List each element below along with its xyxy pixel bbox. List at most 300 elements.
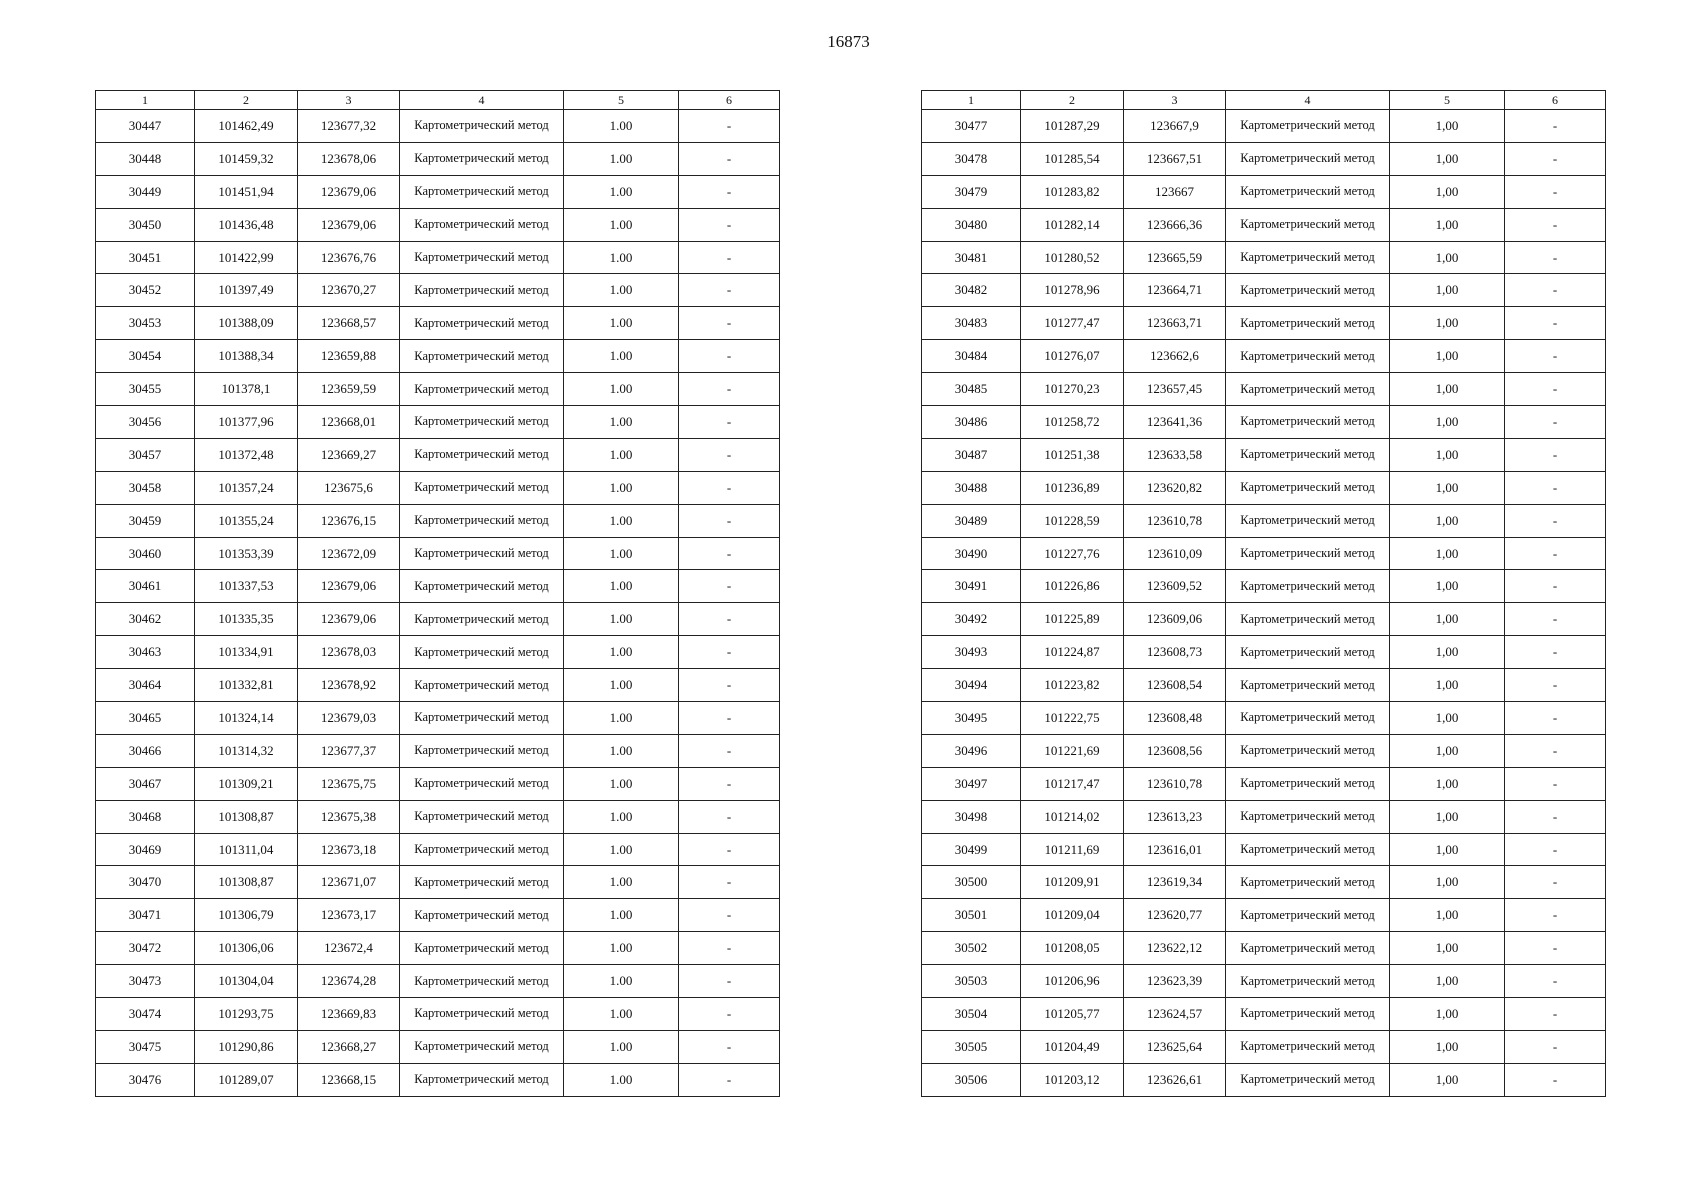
table-cell: 1,00	[1390, 373, 1505, 406]
table-row	[96, 1063, 780, 1096]
table-cell: 123662,6	[1124, 340, 1226, 373]
table-cell: Картометрический метод	[400, 965, 564, 998]
table-cell: 123613,23	[1124, 800, 1226, 833]
table-cell: 30489	[922, 504, 1021, 537]
table-cell: 1,00	[1390, 208, 1505, 241]
table-cell: Картометрический метод	[400, 110, 564, 143]
table-cell: 123670,27	[298, 274, 400, 307]
table-cell: 123668,27	[298, 1030, 400, 1063]
table-cell: 101206,96	[1021, 965, 1124, 998]
table-cell: 30505	[922, 1030, 1021, 1063]
table-cell: -	[679, 175, 780, 208]
table-cell: 30464	[96, 669, 195, 702]
table-cell: 30474	[96, 998, 195, 1031]
table-cell: -	[679, 636, 780, 669]
table-cell: 123641,36	[1124, 406, 1226, 439]
table-cell: 101276,07	[1021, 340, 1124, 373]
table-cell: 30468	[96, 800, 195, 833]
table-cell: 30506	[922, 1063, 1021, 1096]
table-cell: 1,00	[1390, 734, 1505, 767]
table-cell: 101222,75	[1021, 702, 1124, 735]
table-cell: 123673,17	[298, 899, 400, 932]
table-cell: -	[679, 110, 780, 143]
table-cell: 1.00	[564, 175, 679, 208]
table-cell: 30504	[922, 998, 1021, 1031]
table-cell: 1.00	[564, 1030, 679, 1063]
table-cell: 101208,05	[1021, 932, 1124, 965]
table-cell: -	[1505, 965, 1606, 998]
table-cell: Картометрический метод	[400, 734, 564, 767]
table-cell: 123608,48	[1124, 702, 1226, 735]
table-cell: Картометрический метод	[1226, 406, 1390, 439]
table-cell: 1,00	[1390, 175, 1505, 208]
table-cell: Картометрический метод	[1226, 274, 1390, 307]
table-cell: 123625,64	[1124, 1030, 1226, 1063]
table-cell: -	[679, 307, 780, 340]
table-cell: 101258,72	[1021, 406, 1124, 439]
table-cell: 1,00	[1390, 669, 1505, 702]
table-row	[922, 142, 1606, 175]
table-cell: 101204,49	[1021, 1030, 1124, 1063]
table-cell: 1,00	[1390, 702, 1505, 735]
table-cell: 123675,6	[298, 471, 400, 504]
table-cell: 101353,39	[195, 537, 298, 570]
table-cell: 123673,18	[298, 833, 400, 866]
table-cell: 1.00	[564, 406, 679, 439]
table-row	[922, 438, 1606, 471]
table-cell: -	[679, 570, 780, 603]
table-cell: 1.00	[564, 767, 679, 800]
table-cell: Картометрический метод	[400, 340, 564, 373]
column-header: 5	[1390, 91, 1505, 110]
table-cell: 123668,57	[298, 307, 400, 340]
table-cell: 30477	[922, 110, 1021, 143]
table-cell: Картометрический метод	[1226, 175, 1390, 208]
table-cell: 1.00	[564, 1063, 679, 1096]
table-cell: 123608,73	[1124, 636, 1226, 669]
table-cell: -	[679, 932, 780, 965]
table-cell: -	[1505, 438, 1606, 471]
table-cell: 101221,69	[1021, 734, 1124, 767]
table-cell: 1,00	[1390, 406, 1505, 439]
table-cell: 1,00	[1390, 1063, 1505, 1096]
table-cell: 101388,09	[195, 307, 298, 340]
table-cell: 1.00	[564, 965, 679, 998]
table-cell: 1.00	[564, 241, 679, 274]
table-cell: 101314,32	[195, 734, 298, 767]
table-row	[922, 932, 1606, 965]
column-header: 6	[1505, 91, 1606, 110]
table-cell: -	[1505, 142, 1606, 175]
table-cell: 101308,87	[195, 866, 298, 899]
table-cell: 101223,82	[1021, 669, 1124, 702]
table-cell: 123667,51	[1124, 142, 1226, 175]
table-cell: Картометрический метод	[1226, 373, 1390, 406]
table-row	[922, 965, 1606, 998]
table-cell: Картометрический метод	[1226, 1063, 1390, 1096]
table-cell: 101225,89	[1021, 603, 1124, 636]
table-row	[96, 208, 780, 241]
table-cell: -	[1505, 471, 1606, 504]
table-cell: 1,00	[1390, 570, 1505, 603]
table-cell: 101277,47	[1021, 307, 1124, 340]
table-row	[922, 1030, 1606, 1063]
table-cell: 30467	[96, 767, 195, 800]
table-cell: 123675,75	[298, 767, 400, 800]
table-body	[922, 110, 1606, 1097]
table-cell: -	[679, 373, 780, 406]
table-cell: 30451	[96, 241, 195, 274]
table-cell: 1.00	[564, 438, 679, 471]
table-cell: 1,00	[1390, 932, 1505, 965]
table-cell: 101459,32	[195, 142, 298, 175]
table-cell: Картометрический метод	[1226, 800, 1390, 833]
table-cell: 101311,04	[195, 833, 298, 866]
table-cell: 1,00	[1390, 800, 1505, 833]
table-row	[96, 1030, 780, 1063]
table-cell: Картометрический метод	[400, 669, 564, 702]
table-cell: Картометрический метод	[400, 1063, 564, 1096]
table-cell: 30459	[96, 504, 195, 537]
table-cell: -	[679, 142, 780, 175]
table-cell: 1,00	[1390, 537, 1505, 570]
table-cell: 1.00	[564, 998, 679, 1031]
table-cell: 30482	[922, 274, 1021, 307]
table-cell: 1,00	[1390, 241, 1505, 274]
table-cell: 123679,06	[298, 570, 400, 603]
table-cell: 30448	[96, 142, 195, 175]
table-cell: 30491	[922, 570, 1021, 603]
table-cell: 1,00	[1390, 767, 1505, 800]
table-cell: 101209,04	[1021, 899, 1124, 932]
table-cell: Картометрический метод	[1226, 438, 1390, 471]
table-row	[96, 965, 780, 998]
table-cell: 123675,38	[298, 800, 400, 833]
table-row	[922, 669, 1606, 702]
table-row	[96, 110, 780, 143]
table-cell: 1.00	[564, 208, 679, 241]
table-cell: Картометрический метод	[400, 1030, 564, 1063]
table-cell: -	[1505, 866, 1606, 899]
table-cell: 30463	[96, 636, 195, 669]
table-cell: 1.00	[564, 340, 679, 373]
table-cell: 1.00	[564, 110, 679, 143]
table-row	[96, 241, 780, 274]
table-cell: Картометрический метод	[400, 175, 564, 208]
table-cell: Картометрический метод	[1226, 669, 1390, 702]
table-row	[96, 406, 780, 439]
column-header: 6	[679, 91, 780, 110]
table-cell: 123667,9	[1124, 110, 1226, 143]
table-cell: 30453	[96, 307, 195, 340]
table-cell: 1,00	[1390, 1030, 1505, 1063]
table-cell: -	[1505, 833, 1606, 866]
table-cell: Картометрический метод	[400, 702, 564, 735]
table-cell: 123679,06	[298, 603, 400, 636]
table-cell: 123610,78	[1124, 504, 1226, 537]
table-cell: 30466	[96, 734, 195, 767]
table-cell: 30485	[922, 373, 1021, 406]
table-cell: -	[679, 899, 780, 932]
table-row	[922, 702, 1606, 735]
table-cell: -	[679, 504, 780, 537]
table-cell: Картометрический метод	[1226, 537, 1390, 570]
table-cell: 101205,77	[1021, 998, 1124, 1031]
table-cell: 101397,49	[195, 274, 298, 307]
table-cell: -	[679, 438, 780, 471]
table-cell: 101335,35	[195, 603, 298, 636]
table-cell: 123679,03	[298, 702, 400, 735]
table-cell: 101324,14	[195, 702, 298, 735]
table-cell: Картометрический метод	[400, 241, 564, 274]
table-cell: 123679,06	[298, 208, 400, 241]
table-row	[922, 998, 1606, 1031]
table-row	[96, 767, 780, 800]
table-cell: 123609,52	[1124, 570, 1226, 603]
table-cell: -	[1505, 208, 1606, 241]
table-cell: 123610,09	[1124, 537, 1226, 570]
table-cell: Картометрический метод	[1226, 208, 1390, 241]
table-cell: 30484	[922, 340, 1021, 373]
table-cell: Картометрический метод	[400, 998, 564, 1031]
table-cell: 101451,94	[195, 175, 298, 208]
table-cell: 101422,99	[195, 241, 298, 274]
table-cell: 123678,92	[298, 669, 400, 702]
table-cell: -	[679, 274, 780, 307]
table-cell: 1.00	[564, 274, 679, 307]
table-cell: 101378,1	[195, 373, 298, 406]
table-cell: -	[1505, 734, 1606, 767]
coordinates-table-left	[95, 90, 780, 1097]
table-cell: 101372,48	[195, 438, 298, 471]
table-cell: 123668,01	[298, 406, 400, 439]
table-cell: Картометрический метод	[400, 471, 564, 504]
table-cell: 101337,53	[195, 570, 298, 603]
table-row	[96, 866, 780, 899]
table-cell: 101293,75	[195, 998, 298, 1031]
table-cell: 1.00	[564, 636, 679, 669]
table-cell: 101357,24	[195, 471, 298, 504]
table-cell: 1.00	[564, 669, 679, 702]
table-cell: 30493	[922, 636, 1021, 669]
table-cell: Картометрический метод	[1226, 899, 1390, 932]
table-row	[922, 833, 1606, 866]
table-row	[922, 504, 1606, 537]
table-cell: 30471	[96, 899, 195, 932]
table-cell: 30469	[96, 833, 195, 866]
table-cell: 30472	[96, 932, 195, 965]
table-cell: 30495	[922, 702, 1021, 735]
table-cell: Картометрический метод	[1226, 603, 1390, 636]
table-cell: 123672,09	[298, 537, 400, 570]
table-cell: 30462	[96, 603, 195, 636]
table-row	[96, 899, 780, 932]
table-row	[922, 274, 1606, 307]
table-cell: -	[679, 208, 780, 241]
column-header: 1	[96, 91, 195, 110]
table-row	[96, 307, 780, 340]
table-cell: Картометрический метод	[1226, 866, 1390, 899]
table-header-row	[922, 91, 1606, 110]
table-cell: 123669,27	[298, 438, 400, 471]
table-cell: -	[679, 702, 780, 735]
column-header: 5	[564, 91, 679, 110]
table-row	[96, 471, 780, 504]
table-cell: 1.00	[564, 800, 679, 833]
table-cell: 30479	[922, 175, 1021, 208]
table-cell: 101306,79	[195, 899, 298, 932]
table-cell: 30503	[922, 965, 1021, 998]
table-cell: Картометрический метод	[400, 899, 564, 932]
table-row	[922, 636, 1606, 669]
table-row	[96, 800, 780, 833]
table-cell: Картометрический метод	[1226, 504, 1390, 537]
table-cell: 123619,34	[1124, 866, 1226, 899]
table-cell: 123657,45	[1124, 373, 1226, 406]
table-cell: 30452	[96, 274, 195, 307]
table-cell: -	[679, 603, 780, 636]
table-cell: 123667	[1124, 175, 1226, 208]
table-row	[96, 537, 780, 570]
table-cell: 1,00	[1390, 438, 1505, 471]
table-cell: 1,00	[1390, 504, 1505, 537]
table-cell: 30481	[922, 241, 1021, 274]
table-cell: Картометрический метод	[400, 866, 564, 899]
table-row	[96, 175, 780, 208]
table-cell: -	[1505, 274, 1606, 307]
table-row	[922, 307, 1606, 340]
table-cell: -	[1505, 406, 1606, 439]
table-cell: Картометрический метод	[400, 406, 564, 439]
table-cell: 123677,37	[298, 734, 400, 767]
table-cell: -	[679, 965, 780, 998]
table-cell: 1,00	[1390, 998, 1505, 1031]
table-cell: 30502	[922, 932, 1021, 965]
table-cell: 123678,03	[298, 636, 400, 669]
table-cell: 1,00	[1390, 307, 1505, 340]
table-cell: 30501	[922, 899, 1021, 932]
table-cell: -	[1505, 175, 1606, 208]
table-row	[96, 669, 780, 702]
table-row	[922, 866, 1606, 899]
table-cell: 101377,96	[195, 406, 298, 439]
table-cell: -	[679, 800, 780, 833]
table-cell: Картометрический метод	[400, 208, 564, 241]
table-cell: 123622,12	[1124, 932, 1226, 965]
table-cell: 123671,07	[298, 866, 400, 899]
table-cell: 123676,15	[298, 504, 400, 537]
table-cell: -	[679, 866, 780, 899]
table-cell: Картометрический метод	[400, 800, 564, 833]
table-cell: -	[679, 833, 780, 866]
table-row	[922, 241, 1606, 274]
table-cell: 1.00	[564, 471, 679, 504]
table-cell: 30499	[922, 833, 1021, 866]
table-cell: 101309,21	[195, 767, 298, 800]
table-cell: -	[1505, 570, 1606, 603]
table-cell: Картометрический метод	[1226, 702, 1390, 735]
table-cell: 1.00	[564, 373, 679, 406]
table-cell: -	[679, 471, 780, 504]
table-cell: -	[679, 340, 780, 373]
column-header: 1	[922, 91, 1021, 110]
table-cell: Картометрический метод	[400, 537, 564, 570]
table-cell: 1.00	[564, 504, 679, 537]
table-cell: Картометрический метод	[1226, 734, 1390, 767]
table-cell: 30480	[922, 208, 1021, 241]
table-row	[96, 833, 780, 866]
table-row	[922, 537, 1606, 570]
table-row	[96, 603, 780, 636]
table-cell: 101290,86	[195, 1030, 298, 1063]
table-cell: 123616,01	[1124, 833, 1226, 866]
table-cell: 30465	[96, 702, 195, 735]
table-header-row	[96, 91, 780, 110]
table-cell: -	[1505, 702, 1606, 735]
table-cell: 1.00	[564, 142, 679, 175]
table-row	[96, 734, 780, 767]
table-cell: Картометрический метод	[1226, 241, 1390, 274]
table-row	[922, 899, 1606, 932]
table-cell: 1,00	[1390, 142, 1505, 175]
table-cell: 123669,83	[298, 998, 400, 1031]
table-cell: 1,00	[1390, 866, 1505, 899]
table-cell: Картометрический метод	[1226, 110, 1390, 143]
table-cell: 1.00	[564, 307, 679, 340]
table-cell: 30470	[96, 866, 195, 899]
table-cell: Картометрический метод	[1226, 1030, 1390, 1063]
table-row	[96, 373, 780, 406]
table-row	[96, 142, 780, 175]
table-cell: 101251,38	[1021, 438, 1124, 471]
table-row	[922, 603, 1606, 636]
table-row	[922, 767, 1606, 800]
table-row	[922, 175, 1606, 208]
table-cell: 101236,89	[1021, 471, 1124, 504]
table-row	[96, 702, 780, 735]
table-cell: 30461	[96, 570, 195, 603]
table-cell: 123663,71	[1124, 307, 1226, 340]
table-cell: 1,00	[1390, 965, 1505, 998]
table-cell: 123668,15	[298, 1063, 400, 1096]
table-cell: 101270,23	[1021, 373, 1124, 406]
table-cell: 123676,76	[298, 241, 400, 274]
table-cell: -	[679, 1063, 780, 1096]
table-cell: 101226,86	[1021, 570, 1124, 603]
table-cell: 101228,59	[1021, 504, 1124, 537]
table-cell: 1.00	[564, 570, 679, 603]
table-row	[96, 998, 780, 1031]
table-cell: -	[679, 241, 780, 274]
column-header: 2	[195, 91, 298, 110]
column-header: 2	[1021, 91, 1124, 110]
column-header: 4	[400, 91, 564, 110]
table-row	[96, 570, 780, 603]
table-cell: 30497	[922, 767, 1021, 800]
table-cell: Картометрический метод	[400, 274, 564, 307]
table-cell: 1.00	[564, 603, 679, 636]
table-cell: 1,00	[1390, 110, 1505, 143]
table-cell: Картометрический метод	[1226, 833, 1390, 866]
table-cell: 101217,47	[1021, 767, 1124, 800]
table-cell: 30458	[96, 471, 195, 504]
table-cell: Картометрический метод	[1226, 767, 1390, 800]
table-cell: 30475	[96, 1030, 195, 1063]
table-cell: 101283,82	[1021, 175, 1124, 208]
table-cell: 123678,06	[298, 142, 400, 175]
table-cell: 1,00	[1390, 340, 1505, 373]
table-cell: 30490	[922, 537, 1021, 570]
